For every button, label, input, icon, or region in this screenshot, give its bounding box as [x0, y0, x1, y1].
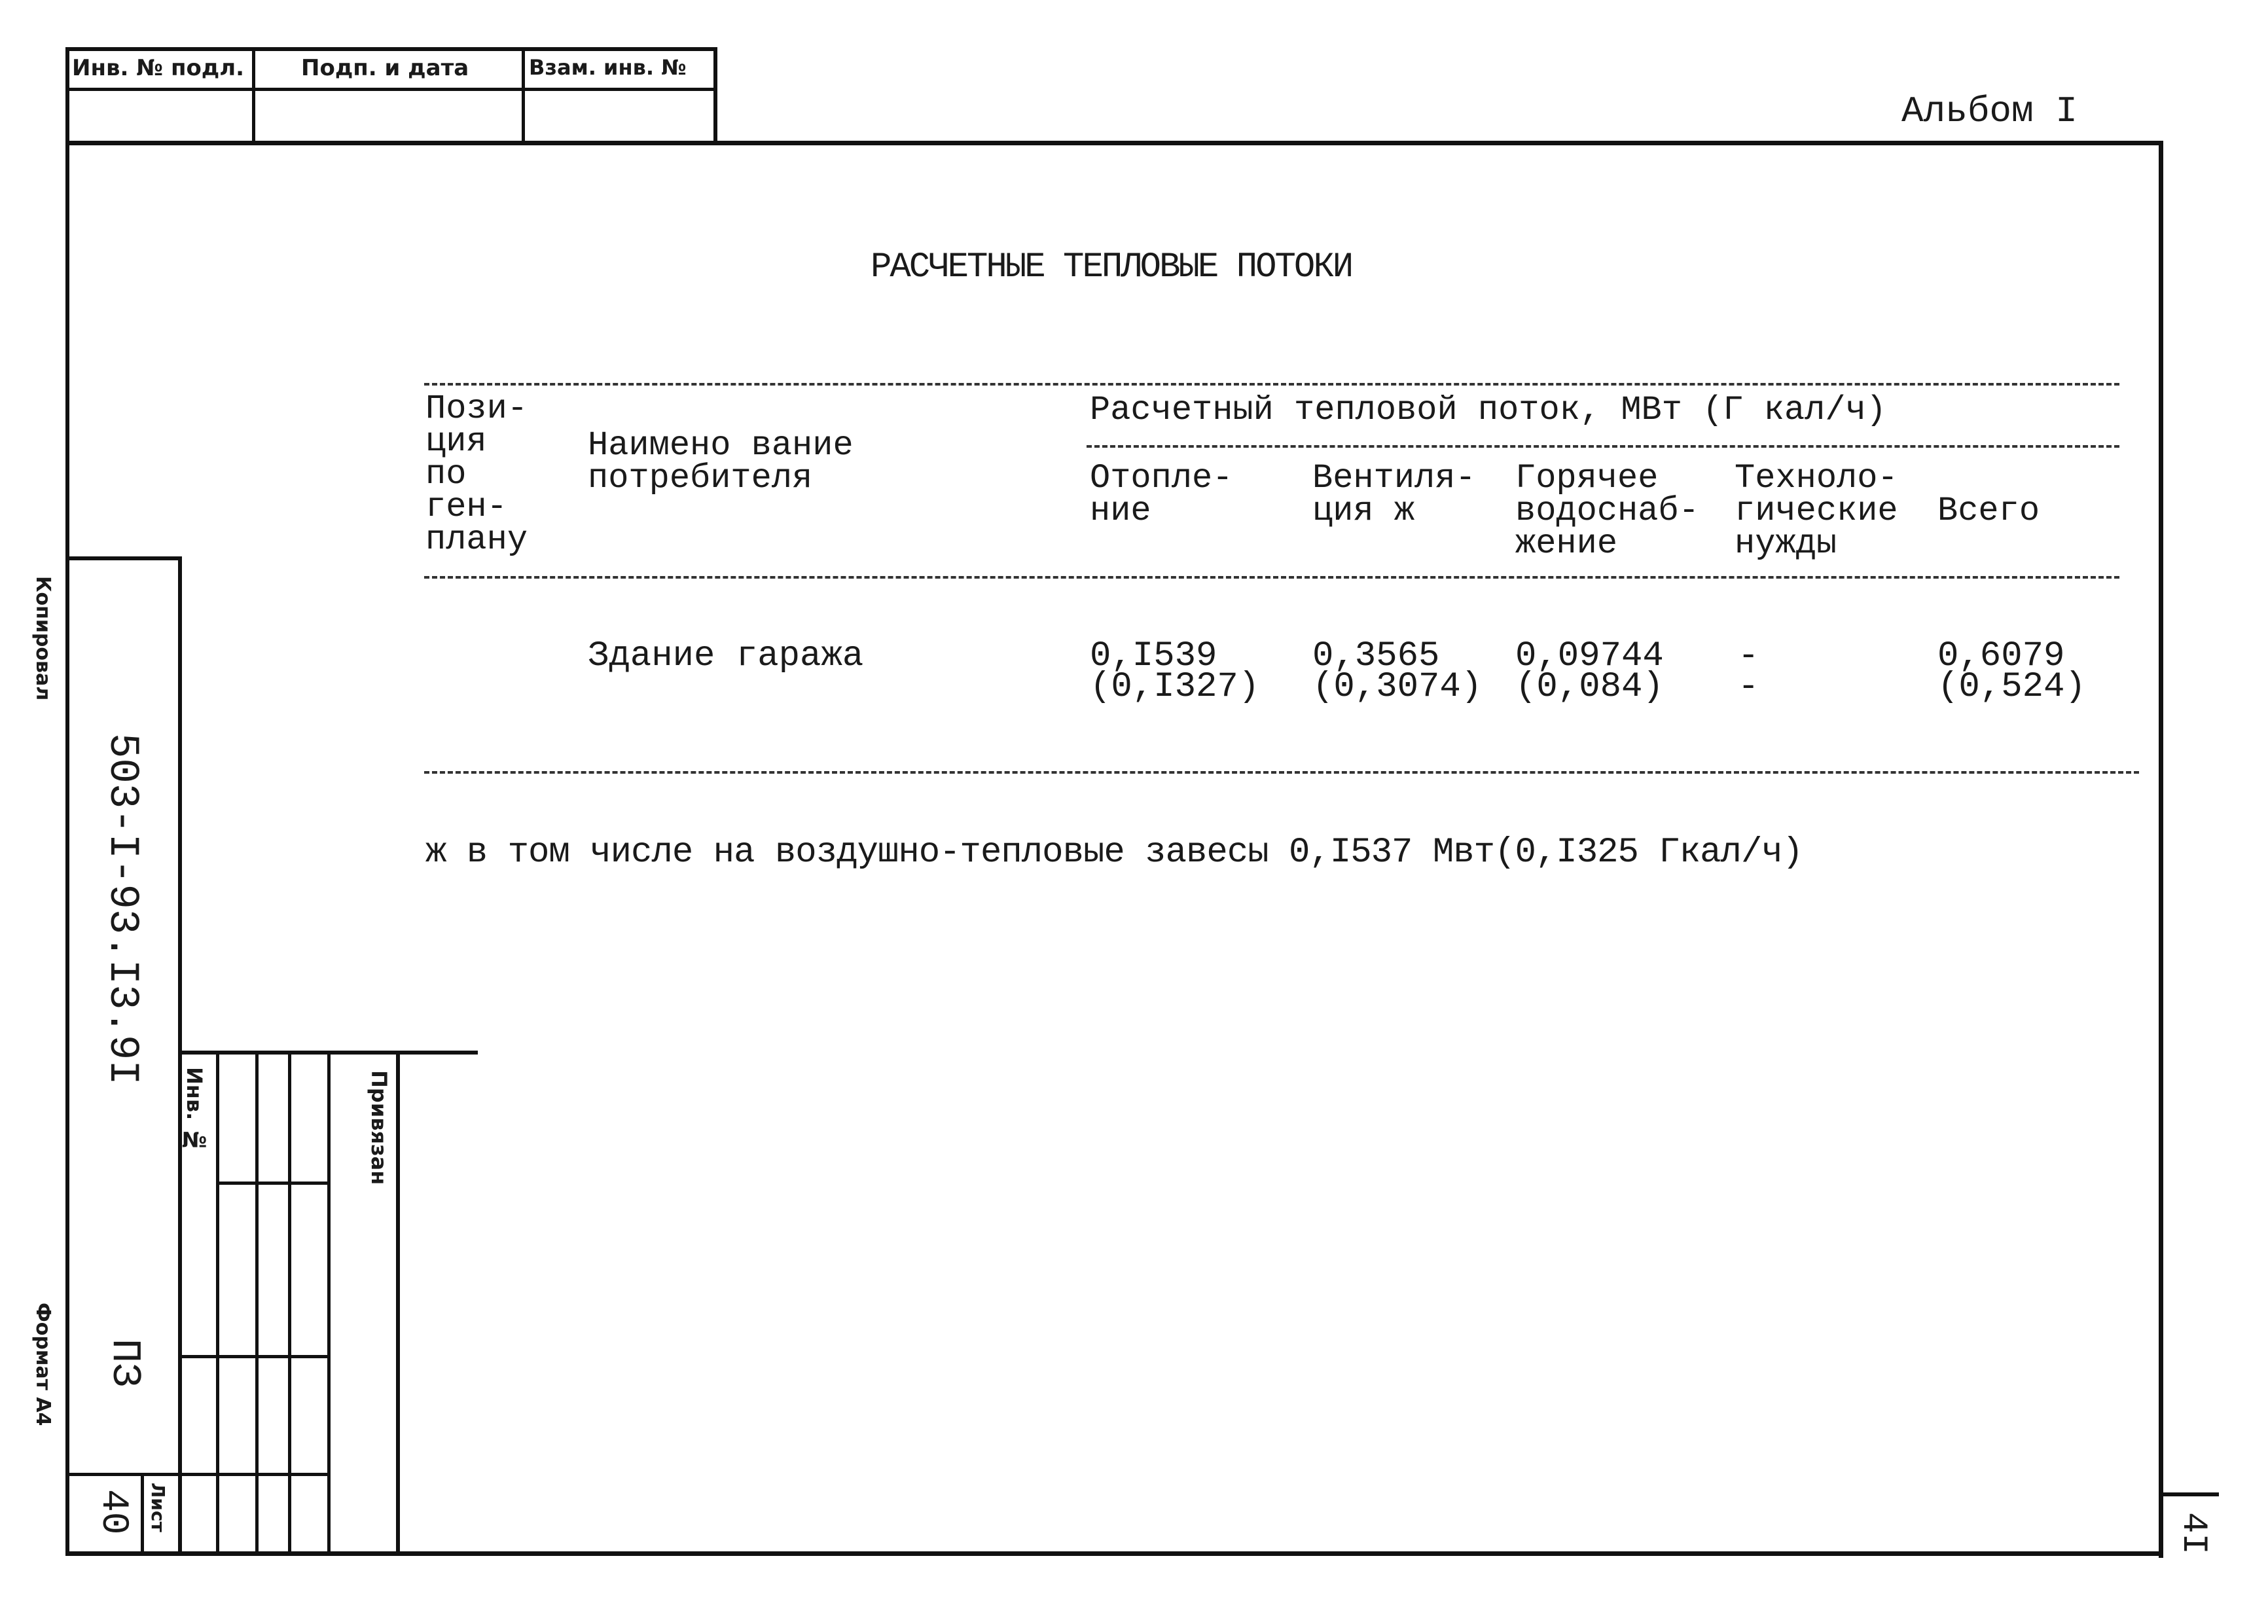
- frame-top: [65, 141, 2163, 145]
- total-value-gcal: (0,524): [1937, 667, 2086, 707]
- doc-code: 503-I-93.I3.9I: [98, 733, 145, 1085]
- format-label: Формат А4: [31, 1303, 54, 1426]
- copied-label: Копировал: [31, 576, 54, 701]
- inv-no-label: Инв. №: [182, 1067, 207, 1153]
- header-heating: Отопле- ние: [1090, 459, 1233, 530]
- heating-value: 0,I539: [1090, 636, 1217, 676]
- ventilation-value-gcal: (0,3074): [1312, 667, 1483, 707]
- stamp-inv-no-label: Инв. № подл.: [72, 55, 245, 81]
- top-stamp: [65, 47, 717, 144]
- sheet-label: Лист: [147, 1483, 169, 1532]
- album-label: Альбом I: [1901, 90, 2078, 132]
- hot-water-value-gcal: (0,084): [1515, 667, 1664, 707]
- section-code: ПЗ: [101, 1339, 148, 1388]
- header-hot-water: Горячее водоснаб- жение: [1515, 459, 1699, 563]
- header-consumer-name: Наимено вание потребителя: [588, 426, 854, 497]
- bound-label: Привязан: [367, 1070, 391, 1185]
- header-total: Всего: [1937, 492, 2040, 530]
- ventilation-value: 0,3565: [1312, 636, 1440, 676]
- frame-right: [2159, 141, 2163, 1558]
- technological-value: -: [1738, 636, 1759, 676]
- footnote: ж в том числе на воздушно-тепловые завесы 0,I537 Мвт(0,I325 Гкал/ч): [425, 833, 1803, 873]
- table-rule-bottom: [424, 771, 2139, 774]
- technological-value-gcal: -: [1738, 667, 1759, 707]
- heating-value-gcal: (0,I327): [1090, 667, 1260, 707]
- sheet-number: 40: [92, 1489, 134, 1535]
- header-heat-flow-group: Расчетный тепловой поток, МВт (Г кал/ч): [1090, 391, 1886, 429]
- total-value: 0,6079: [1937, 636, 2065, 676]
- hot-water-value: 0,09744: [1515, 636, 1664, 676]
- stamp-replace-inv-label: Взам. инв. №: [529, 55, 687, 80]
- header-ventilation: Вентиля- ция ж: [1312, 459, 1476, 530]
- side-stamp: [65, 556, 412, 1555]
- page-number-tick: [2163, 1492, 2219, 1496]
- row-name: Здание гаража: [588, 636, 864, 676]
- table-rule-header: [424, 576, 2119, 579]
- stamp-sign-date-label: Подп. и дата: [301, 55, 469, 81]
- page-number: 4I: [2173, 1512, 2213, 1555]
- page-title: РАСЧЕТНЫЕ ТЕПЛОВЫЕ ПОТОКИ: [871, 247, 1352, 287]
- header-technological: Техноло- гические нужды: [1735, 459, 1898, 563]
- table-rule-top: [424, 383, 2119, 386]
- table-rule-group: [1087, 445, 2119, 448]
- header-position: Пози- ция по ген- плану: [425, 389, 528, 559]
